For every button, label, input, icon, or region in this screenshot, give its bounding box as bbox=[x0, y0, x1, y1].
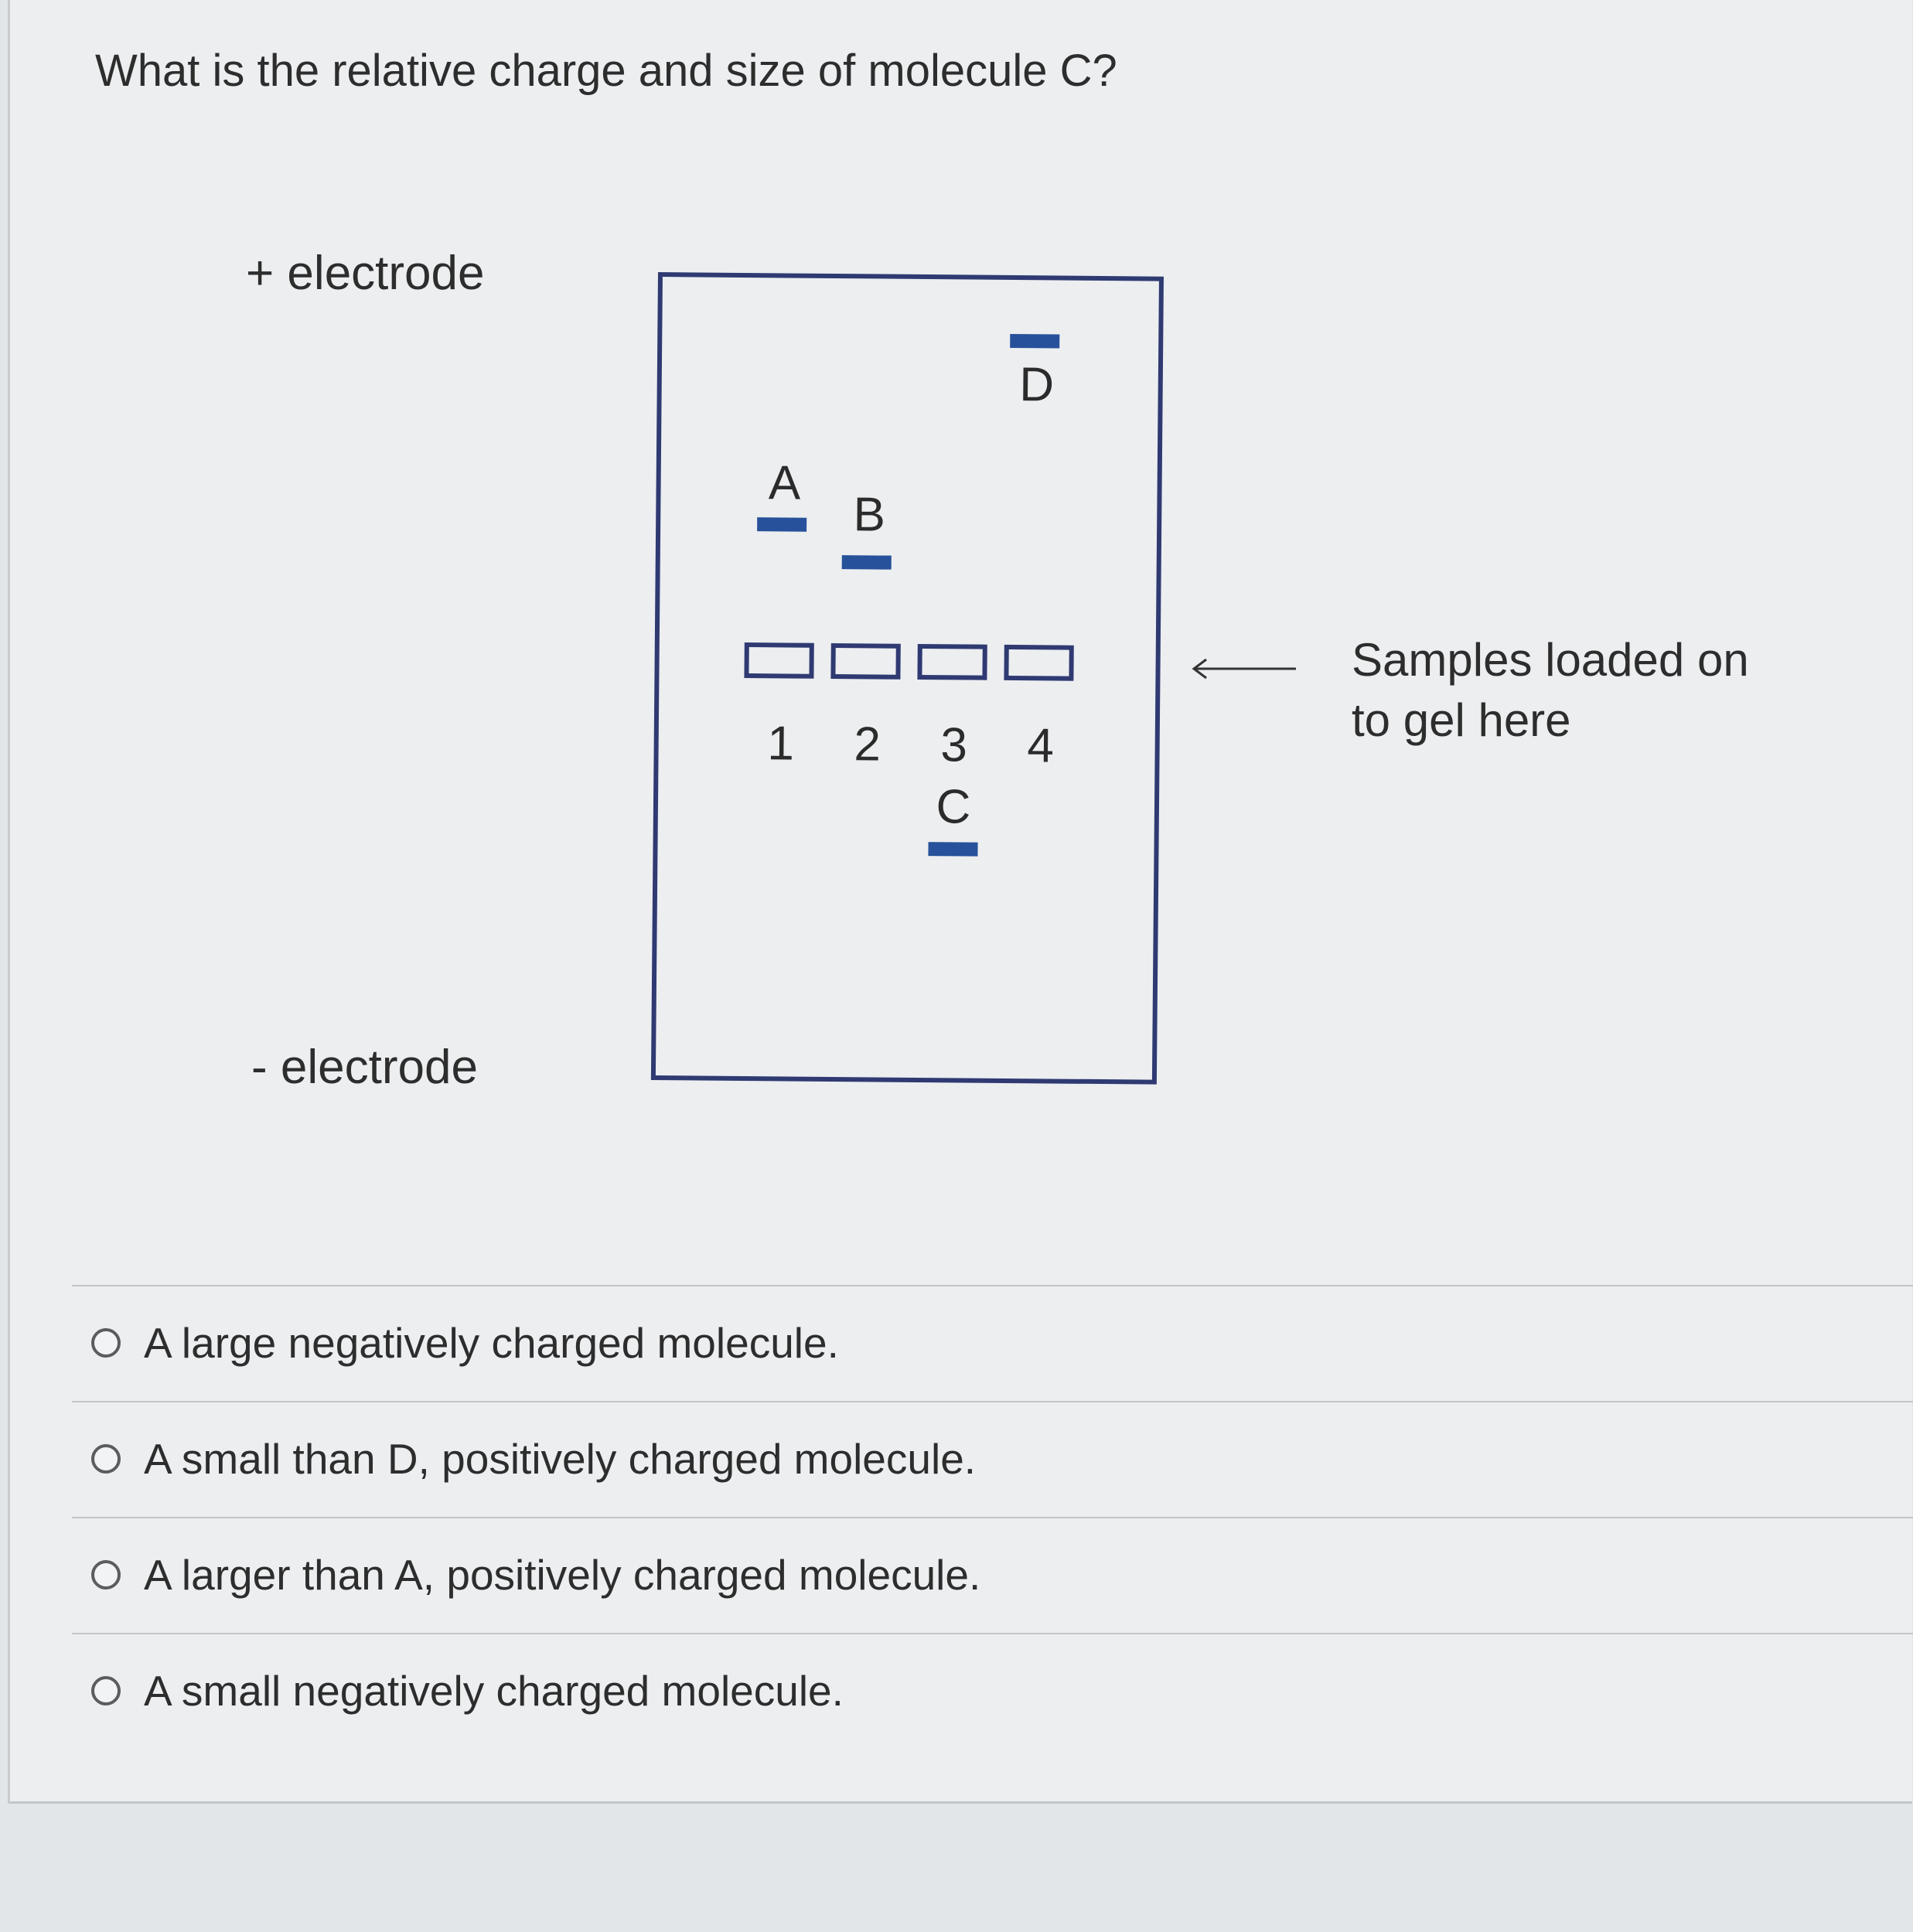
answer-option-label: A large negatively charged molecule. bbox=[144, 1319, 839, 1367]
answer-option-4[interactable] bbox=[91, 1666, 844, 1716]
samples-loaded-note bbox=[1352, 630, 1749, 751]
answer-option-label: A small than D, positively charged molecule. bbox=[144, 1435, 977, 1483]
well-2 bbox=[830, 643, 900, 680]
answer-option-3[interactable] bbox=[91, 1550, 980, 1600]
radio-button-icon[interactable] bbox=[91, 1444, 121, 1474]
answer-option-label: A small negatively charged molecule. bbox=[144, 1667, 844, 1715]
radio-button-icon[interactable] bbox=[91, 1328, 121, 1358]
question-panel bbox=[8, 0, 1912, 1804]
positive-electrode-label: + electrode bbox=[246, 247, 485, 300]
band-d bbox=[1010, 334, 1059, 349]
gel-diagram bbox=[651, 272, 1164, 1085]
answer-option-1[interactable] bbox=[91, 1318, 839, 1368]
band-label-c: C bbox=[936, 780, 971, 834]
divider bbox=[72, 1401, 1913, 1402]
divider bbox=[72, 1517, 1913, 1518]
lane-number-4: 4 bbox=[1027, 719, 1055, 773]
band-label-b: B bbox=[853, 488, 886, 542]
samples-note-line-2: to gel here bbox=[1352, 694, 1571, 746]
band-c bbox=[928, 842, 977, 857]
negative-electrode-label: - electrode bbox=[251, 1041, 478, 1094]
well-3 bbox=[917, 644, 987, 680]
band-label-a: A bbox=[768, 456, 801, 510]
samples-note-line-1: Samples loaded on bbox=[1352, 634, 1749, 686]
answer-option-2[interactable] bbox=[91, 1434, 976, 1484]
lane-number-2: 2 bbox=[854, 717, 881, 772]
lane-number-1: 1 bbox=[767, 717, 795, 771]
left-arrow-icon bbox=[1189, 657, 1297, 680]
well-1 bbox=[744, 642, 813, 679]
answer-option-label: A larger than A, positively charged molecule. bbox=[144, 1551, 981, 1599]
band-b bbox=[842, 555, 892, 570]
divider bbox=[72, 1633, 1913, 1634]
band-a bbox=[757, 517, 806, 532]
band-label-d: D bbox=[1019, 358, 1055, 412]
radio-button-icon[interactable] bbox=[91, 1560, 121, 1590]
radio-button-icon[interactable] bbox=[91, 1676, 121, 1705]
lane-number-3: 3 bbox=[940, 718, 968, 772]
well-4 bbox=[1004, 645, 1073, 681]
question-text: What is the relative charge and size of molecule C? bbox=[95, 46, 1117, 96]
divider bbox=[72, 1285, 1913, 1286]
